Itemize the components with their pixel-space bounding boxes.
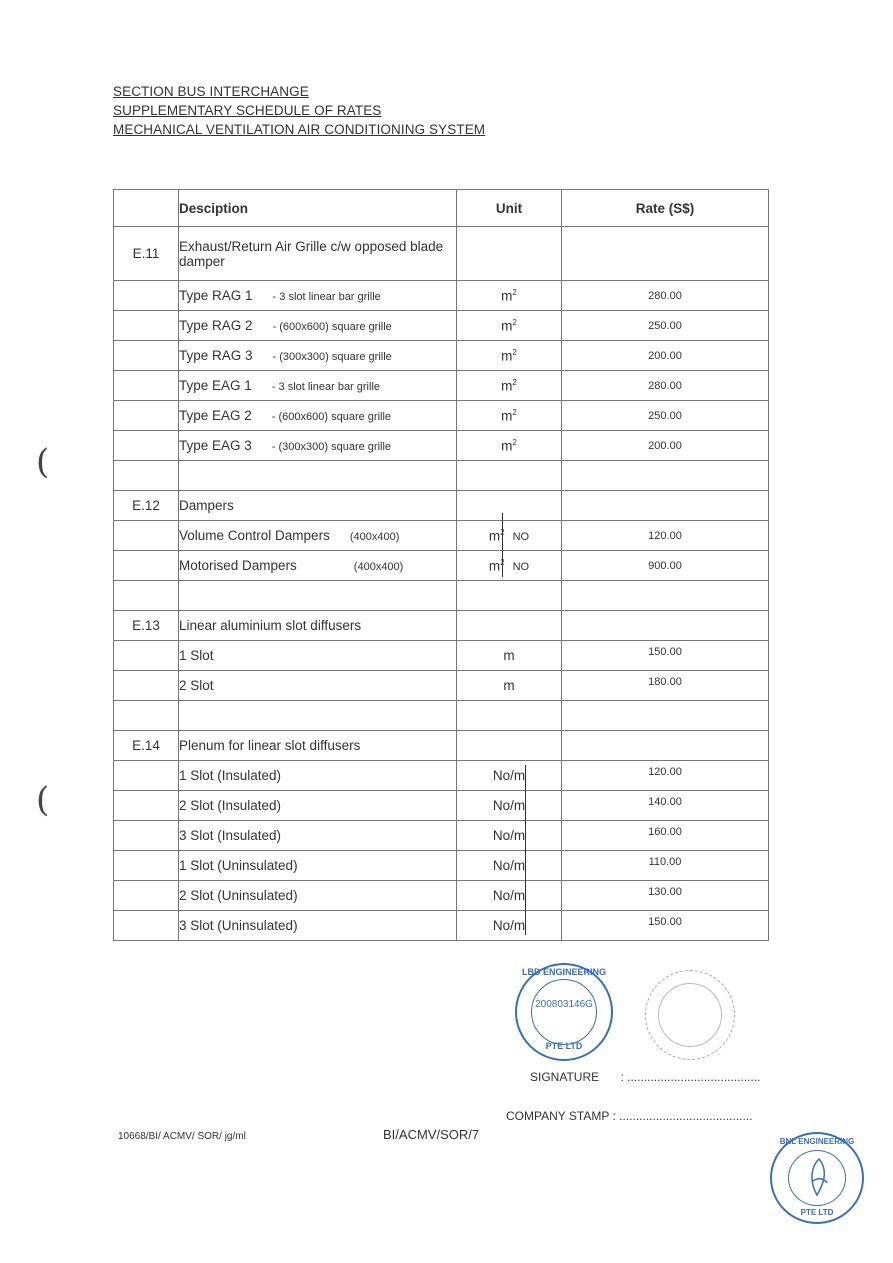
unit-text: m — [501, 318, 513, 334]
punch-hole-mark: ( — [36, 442, 50, 482]
table-row — [114, 641, 769, 671]
empty-cell — [114, 911, 179, 941]
section-title: Plenum for linear slot diffusers — [179, 731, 457, 761]
item-unit — [457, 761, 562, 791]
item-spec: - 3 slot linear bar grille — [271, 381, 381, 393]
item-unit — [457, 401, 562, 431]
header-rate: Rate (S$) — [562, 190, 769, 227]
item-code: E.14 — [114, 731, 179, 761]
signature-line — [530, 1070, 761, 1084]
empty-cell — [114, 761, 179, 791]
empty-cell — [457, 611, 562, 641]
unit-text: m — [501, 378, 513, 394]
unit-text: m — [488, 558, 501, 574]
item-rate: 250.00 — [562, 311, 769, 341]
table-row — [114, 521, 769, 551]
strike-mark — [525, 765, 526, 791]
item-description — [179, 521, 457, 551]
item-name: Type RAG 1 — [179, 288, 253, 303]
rate-value: 160.00 — [648, 825, 682, 838]
empty-cell — [114, 551, 179, 581]
strike-mark — [525, 849, 526, 881]
item-unit — [457, 281, 562, 311]
item-description: 2 Slot (Uninsulated) — [179, 881, 457, 911]
seal-bottom-text: PTE LTD — [545, 1041, 583, 1051]
unit-text: m — [501, 288, 513, 304]
empty-cell — [114, 701, 179, 731]
unit-sup: 2 — [500, 527, 505, 537]
item-description — [179, 401, 457, 431]
rate-value: 120.00 — [648, 765, 682, 778]
item-description — [179, 311, 457, 341]
empty-cell — [114, 851, 179, 881]
faint-embossed-seal — [645, 970, 735, 1060]
item-unit — [457, 341, 562, 371]
unit-note: NO — [512, 561, 530, 574]
table-row — [114, 761, 769, 791]
table-row — [114, 671, 769, 701]
item-description: 3 Slot (Uninsulated) — [179, 911, 457, 941]
item-name: Volume Control Dampers — [179, 528, 330, 543]
seal-top-text: LBD ENGINEERING — [521, 967, 606, 977]
contractor-seal-stamp — [770, 1132, 864, 1224]
item-name: Type EAG 1 — [179, 378, 252, 393]
unit-text: No/m — [492, 768, 526, 783]
item-spec: - 3 slot linear bar grille — [272, 291, 381, 303]
signature-scribble-icon — [789, 1151, 845, 1205]
signature-label: SIGNATURE — [530, 1070, 600, 1084]
spacer-row — [114, 701, 769, 731]
seal-inner-ring — [788, 1150, 846, 1206]
table-row — [114, 401, 769, 431]
item-unit — [457, 881, 562, 911]
item-code: E.12 — [114, 491, 179, 521]
page-reference: BI/ACMV/SOR/7 — [383, 1127, 480, 1142]
item-rate — [562, 671, 769, 701]
spacer-row — [114, 581, 769, 611]
table-row — [114, 281, 769, 311]
item-description: 1 Slot — [179, 641, 457, 671]
strike-mark — [502, 547, 503, 577]
section-row-e13 — [114, 611, 769, 641]
table-row — [114, 791, 769, 821]
item-unit — [457, 851, 562, 881]
item-rate — [562, 641, 769, 671]
company-stamp-field: : ........................................ — [612, 1109, 753, 1123]
table-row — [114, 851, 769, 881]
unit-text: m — [501, 438, 513, 454]
table-row — [114, 821, 769, 851]
item-rate — [562, 791, 769, 821]
item-unit — [457, 551, 562, 581]
item-unit — [457, 791, 562, 821]
header-system: MECHANICAL VENTILATION AIR CONDITIONING SYSTEM — [113, 122, 486, 137]
empty-cell — [562, 227, 769, 281]
unit-text: No/m — [492, 828, 526, 843]
item-description: 1 Slot (Insulated) — [179, 761, 457, 791]
item-unit — [457, 821, 562, 851]
table-row — [114, 341, 769, 371]
spacer-row — [114, 461, 769, 491]
item-description — [179, 371, 457, 401]
unit-sup: 2 — [512, 347, 517, 357]
item-rate — [562, 881, 769, 911]
empty-cell — [114, 821, 179, 851]
header-code — [114, 190, 179, 227]
rate-value: 130.00 — [648, 885, 682, 898]
empty-cell — [562, 461, 769, 491]
header-description: Desciption — [179, 190, 457, 227]
empty-cell — [114, 311, 179, 341]
item-description: 2 Slot (Insulated) — [179, 791, 457, 821]
unit-text: No/m — [492, 858, 526, 873]
item-name: Type RAG 2 — [179, 318, 253, 333]
empty-cell — [457, 491, 562, 521]
unit-text: No/m — [492, 888, 526, 903]
empty-cell — [114, 341, 179, 371]
item-description — [179, 281, 457, 311]
rate-value: 150.00 — [648, 645, 682, 658]
company-stamp-label: COMPANY STAMP — [506, 1109, 610, 1123]
table-header-row — [114, 190, 769, 227]
unit-note: NO — [512, 531, 530, 544]
unit-sup: 2 — [512, 287, 517, 297]
unit-text: m — [488, 528, 501, 544]
header-unit: Unit — [457, 190, 562, 227]
item-name: Type EAG 2 — [179, 408, 252, 423]
empty-cell — [562, 701, 769, 731]
item-code: E.13 — [114, 611, 179, 641]
section-title: Exhaust/Return Air Grille c/w opposed blade damper — [179, 227, 457, 281]
empty-cell — [562, 731, 769, 761]
item-spec: (400x400) — [353, 561, 404, 573]
item-description: 2 Slot — [179, 671, 457, 701]
strike-mark — [502, 513, 503, 551]
unit-text: No/m — [492, 798, 526, 813]
item-rate: 200.00 — [562, 341, 769, 371]
section-title: Dampers — [179, 491, 457, 521]
unit-sup: 2 — [512, 377, 517, 387]
empty-cell — [114, 881, 179, 911]
empty-cell — [562, 491, 769, 521]
item-spec: - (600x600) square grille — [271, 411, 392, 423]
item-description — [179, 551, 457, 581]
item-rate — [562, 851, 769, 881]
item-rate: 250.00 — [562, 401, 769, 431]
item-rate: 200.00 — [562, 431, 769, 461]
empty-cell — [114, 521, 179, 551]
item-unit — [457, 431, 562, 461]
strike-mark — [525, 819, 526, 851]
strike-mark — [525, 909, 526, 935]
empty-cell — [114, 791, 179, 821]
unit-sup: 2 — [512, 317, 517, 327]
empty-cell — [114, 371, 179, 401]
item-unit — [457, 911, 562, 941]
seal-inner-ring — [658, 983, 722, 1047]
unit-text: m — [501, 348, 513, 364]
empty-cell — [457, 461, 562, 491]
empty-cell — [457, 731, 562, 761]
empty-cell — [114, 671, 179, 701]
rate-value: 180.00 — [648, 675, 682, 688]
strike-mark — [525, 789, 526, 821]
item-spec: - (300x300) square grille — [271, 441, 392, 453]
unit-sup: 2 — [512, 437, 517, 447]
empty-cell — [114, 581, 179, 611]
punch-hole-mark: ( — [36, 780, 50, 820]
unit-sup: 2 — [512, 407, 517, 417]
item-rate: 900.00 — [562, 551, 769, 581]
empty-cell — [179, 581, 457, 611]
table-row — [114, 311, 769, 341]
section-title: Linear aluminium slot diffusers — [179, 611, 457, 641]
table-row — [114, 911, 769, 941]
item-rate — [562, 761, 769, 791]
rate-value: 140.00 — [648, 795, 682, 808]
item-rate — [562, 821, 769, 851]
item-unit — [457, 521, 562, 551]
item-name: Motorised Dampers — [179, 558, 297, 573]
item-description — [179, 431, 457, 461]
table-row — [114, 371, 769, 401]
item-rate: 280.00 — [562, 371, 769, 401]
item-spec: - (300x300) square grille — [272, 351, 392, 363]
seal-registration-number: 200803146G — [535, 999, 593, 1010]
section-row-e11 — [114, 227, 769, 281]
empty-cell — [114, 641, 179, 671]
table-row — [114, 551, 769, 581]
empty-cell — [114, 281, 179, 311]
empty-cell — [114, 461, 179, 491]
signature-field: : ........................................ — [620, 1070, 761, 1084]
company-stamp-line — [506, 1109, 753, 1123]
empty-cell — [457, 701, 562, 731]
table-row — [114, 431, 769, 461]
rate-value: 150.00 — [648, 915, 682, 928]
item-unit: m — [457, 671, 562, 701]
seal-inner-ring — [531, 979, 597, 1045]
item-name: Type EAG 3 — [179, 438, 252, 453]
empty-cell — [179, 461, 457, 491]
item-spec: (400x400) — [349, 531, 400, 543]
table-row — [114, 881, 769, 911]
unit-sup: 2 — [500, 557, 505, 567]
unit-text: No/m — [492, 918, 526, 933]
item-rate: 120.00 — [562, 521, 769, 551]
item-description: 3 Slot (Insulated) — [179, 821, 457, 851]
unit-text: m — [501, 408, 513, 424]
seal-top-text: BNL ENGINEERING — [779, 1137, 855, 1146]
item-unit: m — [457, 641, 562, 671]
document-header — [113, 82, 485, 139]
item-code: E.11 — [114, 227, 179, 281]
empty-cell — [457, 227, 562, 281]
empty-cell — [114, 401, 179, 431]
company-seal-stamp — [515, 963, 613, 1061]
empty-cell — [179, 701, 457, 731]
item-description — [179, 341, 457, 371]
strike-mark — [525, 879, 526, 911]
item-name: Type RAG 3 — [179, 348, 253, 363]
item-unit — [457, 311, 562, 341]
section-row-e12 — [114, 491, 769, 521]
item-spec: - (600x600) square grille — [272, 321, 392, 333]
header-section: SECTION BUS INTERCHANGE — [113, 84, 309, 99]
item-rate — [562, 911, 769, 941]
header-schedule: SUPPLEMENTARY SCHEDULE OF RATES — [113, 103, 382, 118]
item-description: 1 Slot (Uninsulated) — [179, 851, 457, 881]
section-row-e14 — [114, 731, 769, 761]
schedule-of-rates-table — [113, 189, 769, 941]
rate-value: 110.00 — [648, 855, 682, 868]
document-reference: 10668/BI/ ACMV/ SOR/ jg/ml — [118, 1131, 246, 1142]
empty-cell — [562, 581, 769, 611]
empty-cell — [114, 431, 179, 461]
seal-bottom-text: PTE LTD — [800, 1208, 834, 1217]
empty-cell — [562, 611, 769, 641]
item-unit — [457, 371, 562, 401]
empty-cell — [457, 581, 562, 611]
item-rate: 280.00 — [562, 281, 769, 311]
